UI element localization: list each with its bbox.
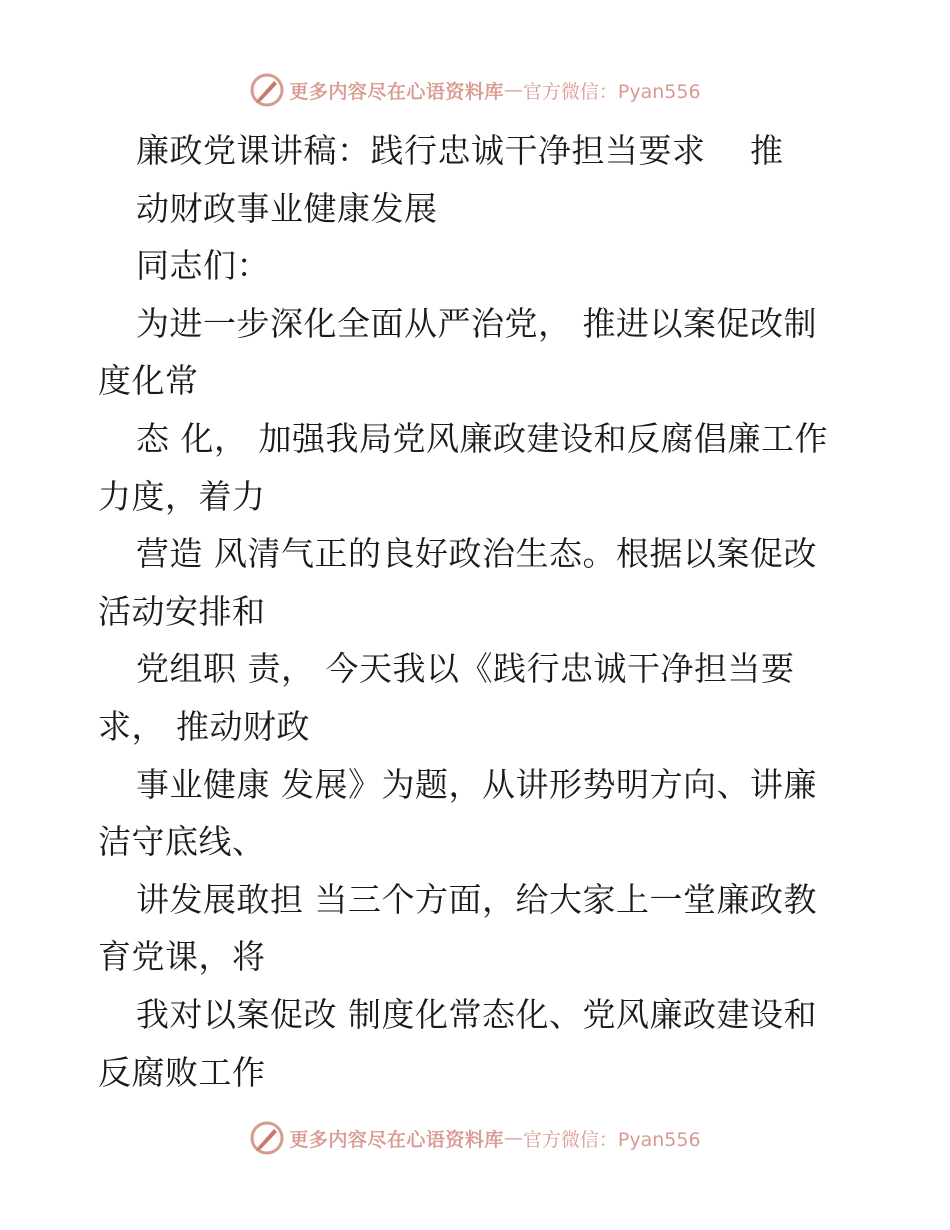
- paragraph-line: 讲发展敢担 当三个方面，给大家上一堂廉政教: [136, 879, 817, 919]
- banner-contact: 官方微信：Pyan556: [522, 80, 701, 103]
- paragraph-line: 洁守底线、: [98, 822, 266, 862]
- paragraph-line: 求， 推动财政: [98, 706, 310, 746]
- banner-separator: —: [503, 1127, 523, 1149]
- paragraph-line: 态 化， 加强我局党风廉政建设和反腐倡廉工作: [136, 418, 828, 458]
- banner-separator: —: [503, 79, 523, 101]
- paragraph-line: 活动安排和: [98, 591, 266, 631]
- salutation: 同志们：: [136, 246, 270, 286]
- paragraph-line: 育党课，将: [98, 937, 266, 977]
- banner-contact: 官方微信：Pyan556: [522, 1128, 701, 1151]
- paragraph-line: 反腐败工作: [98, 1052, 266, 1092]
- banner-title: 更多内容尽在心语资料库: [289, 1128, 504, 1151]
- header-banner: [0, 70, 950, 110]
- paragraph-line: 力度，着力: [98, 476, 266, 516]
- paragraph-line: 度化常: [98, 361, 199, 401]
- title-line-1: 廉政党课讲稿：践行忠诚干净担当要求 推: [136, 131, 784, 170]
- paragraph-line: 党组职 责， 今天我以《践行忠诚干净担当要: [136, 649, 795, 689]
- paragraph-line: 为进一步深化全面从严治党， 推进以案促改制: [136, 303, 817, 343]
- paragraph-line: 事业健康 发展》为题，从讲形势明方向、讲廉: [136, 764, 817, 804]
- title-line-2: 动财政事业健康发展: [136, 188, 438, 228]
- pen-circle-logo-icon: [249, 72, 285, 108]
- paragraph-line: 营造 风清气正的良好政治生态。根据以案促改: [136, 534, 817, 574]
- paragraph-line: 我对以案促改 制度化常态化、党风廉政建设和: [136, 994, 817, 1034]
- pen-circle-logo-icon: [249, 1120, 285, 1156]
- document-body: [98, 122, 858, 1101]
- banner-title: 更多内容尽在心语资料库: [289, 80, 504, 103]
- footer-banner: [0, 1118, 950, 1158]
